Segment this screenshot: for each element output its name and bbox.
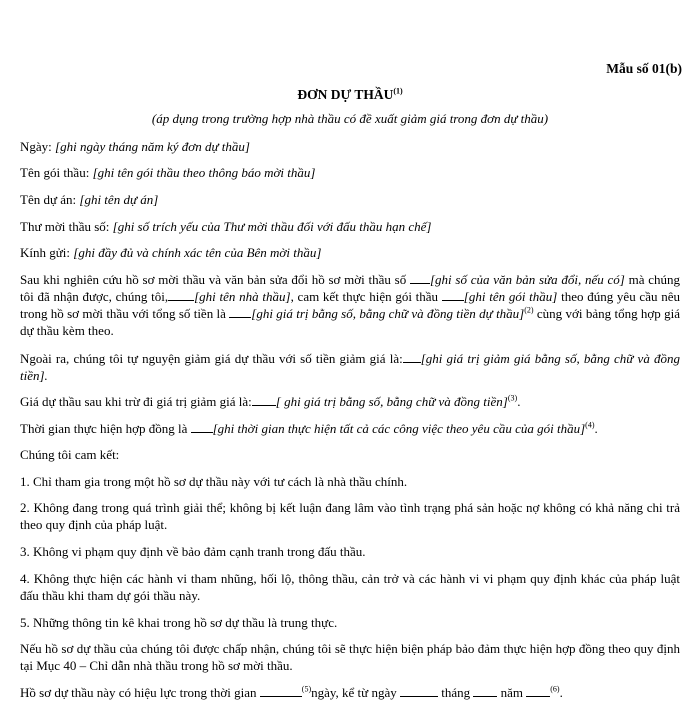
duration-placeholder: [ghi thời gian thực hiện tất cả các công việc theo yêu cầu của gói thầu] xyxy=(212,421,586,436)
month-blank xyxy=(473,685,497,697)
footnote-5: (5) xyxy=(301,684,312,694)
date-value: [ghi ngày tháng năm ký đơn dự thầu] xyxy=(55,139,250,154)
invitation-label: Thư mời thầu số: xyxy=(20,219,113,234)
project-value: [ghi tên dự án] xyxy=(79,192,159,207)
package-label: Tên gói thầu: xyxy=(20,165,93,180)
bid-text-2: mà chúng tôi đã nhận được, chúng tôi, xyxy=(20,272,680,304)
recipient-line xyxy=(20,244,680,261)
footnote-3: (3) xyxy=(507,393,518,403)
package-value: [ghi tên gói thầu theo thông báo mời thầu] xyxy=(92,165,316,180)
discount-paragraph xyxy=(20,350,680,384)
commitment-heading: Chúng tôi cam kết: xyxy=(20,447,120,462)
bid-text-3: , cam kết thực hiện gói thầu xyxy=(290,289,442,304)
commitment-item: 4. Không thực hiện các hành vi tham nhũng, hối lộ, thông thầu, cản trở và các hành vi vi phạm quy định khác của pháp luật đấu thầu khi tham dự gói thầu này. xyxy=(20,571,680,603)
bidder-placeholder: [ghi tên nhà thầu] xyxy=(194,289,291,304)
duration-blank xyxy=(191,421,213,433)
validity-text-1: Hồ sơ dự thầu này có hiệu lực trong thời gian xyxy=(20,685,260,700)
recipient-value: [ghi đầy đủ và chính xác tên của Bên mời thầu] xyxy=(73,245,322,260)
title-footnote: (1) xyxy=(393,86,403,96)
footnote-4: (4) xyxy=(585,420,595,430)
commitment-item: 2. Không đang trong quá trình giải thể; không bị kết luận đang lâm vào tình trạng phá sản hoặc nợ không có khả năng chi trả theo quy định của pháp luật. xyxy=(20,500,680,532)
discount-placeholder: [ghi giá trị giảm giá bằng số, bằng chữ và đồng tiền]. xyxy=(20,351,680,383)
final-price-line xyxy=(20,393,680,410)
amendment-blank xyxy=(410,272,430,284)
date-label: Ngày: xyxy=(20,139,56,154)
bid-text-1: Sau khi nghiên cứu hồ sơ mời thầu và văn bản sửa đổi hồ sơ mời thầu số xyxy=(20,272,410,287)
price-blank xyxy=(229,306,251,318)
package-placeholder: [ghi tên gói thầu] xyxy=(463,289,558,304)
duration-end: . xyxy=(594,421,598,436)
footnote-2: (2) xyxy=(524,305,534,315)
validity-days-blank xyxy=(260,685,302,697)
day-blank xyxy=(400,685,438,697)
final-price-blank xyxy=(252,394,276,406)
validity-end: . xyxy=(559,685,563,700)
form-code: Mẫu số 01(b) xyxy=(606,61,682,76)
footnote-6: (6) xyxy=(550,684,560,694)
document-subtitle: (áp dụng trong trường hợp nhà thầu có đề xuất giảm giá trong đơn dự thầu) xyxy=(151,111,549,126)
validity-text-4: năm xyxy=(497,685,527,700)
final-price-end: . xyxy=(517,394,521,409)
final-price-text: Giá dự thầu sau khi trừ đi giá trị giảm giá là: xyxy=(20,394,252,409)
commitment-item: 5. Những thông tin kê khai trong hồ sơ dự thầu là trung thực. xyxy=(20,615,338,630)
project-line xyxy=(20,191,680,208)
title-text: ĐƠN DỰ THẦU xyxy=(297,87,394,102)
document-title xyxy=(0,86,700,103)
commitment-item: 1. Chỉ tham gia trong một hồ sơ dự thầu này với tư cách là nhà thầu chính. xyxy=(20,474,408,489)
year-blank xyxy=(526,685,550,697)
duration-text: Thời gian thực hiện hợp đồng là xyxy=(20,421,191,436)
bid-text-4: theo đúng yêu cầu nêu trong hồ sơ mời thầu với tổng số tiền là xyxy=(20,289,680,321)
invitation-value: [ghi số trích yếu của Thư mời thầu đối với đấu thầu hạn chế] xyxy=(112,219,432,234)
discount-blank xyxy=(403,351,421,363)
package-line xyxy=(20,164,680,181)
discount-text: Ngoài ra, chúng tôi tự nguyện giảm giá dự thầu với số tiền giảm giá là: xyxy=(20,351,403,366)
duration-line xyxy=(20,420,680,437)
project-label: Tên dự án: xyxy=(20,192,80,207)
price-placeholder: [ghi giá trị bằng số, bằng chữ và đồng tiền dự thầu] xyxy=(251,306,525,321)
validity-text-3: tháng xyxy=(437,685,474,700)
invitation-line xyxy=(20,218,680,235)
date-line xyxy=(20,138,680,155)
validity-line xyxy=(20,684,680,701)
bid-paragraph xyxy=(20,271,680,339)
validity-text-2: ngày, kể từ ngày xyxy=(311,685,400,700)
package-blank xyxy=(442,289,464,301)
commitment-item: 3. Không vi phạm quy định về bảo đảm cạnh tranh trong đấu thầu. xyxy=(20,544,366,559)
bidder-blank xyxy=(168,289,194,301)
bid-text-5: cùng với bảng tổng hợp giá dự thầu kèm theo. xyxy=(20,306,680,338)
final-price-placeholder: [ ghi giá trị bằng số, bằng chữ và đồng tiền] xyxy=(275,394,508,409)
acceptance-paragraph: Nếu hồ sơ dự thầu của chúng tôi được chấp nhận, chúng tôi sẽ thực hiện biện pháp bảo đảm thực hiện hợp đồng theo quy định tại Mục 40 – Chỉ dẫn nhà thầu trong hồ sơ mời thầu. xyxy=(20,641,680,673)
amendment-placeholder: [ghi số của văn bản sửa đổi, nếu có] xyxy=(429,272,625,287)
recipient-label: Kính gửi: xyxy=(20,245,74,260)
